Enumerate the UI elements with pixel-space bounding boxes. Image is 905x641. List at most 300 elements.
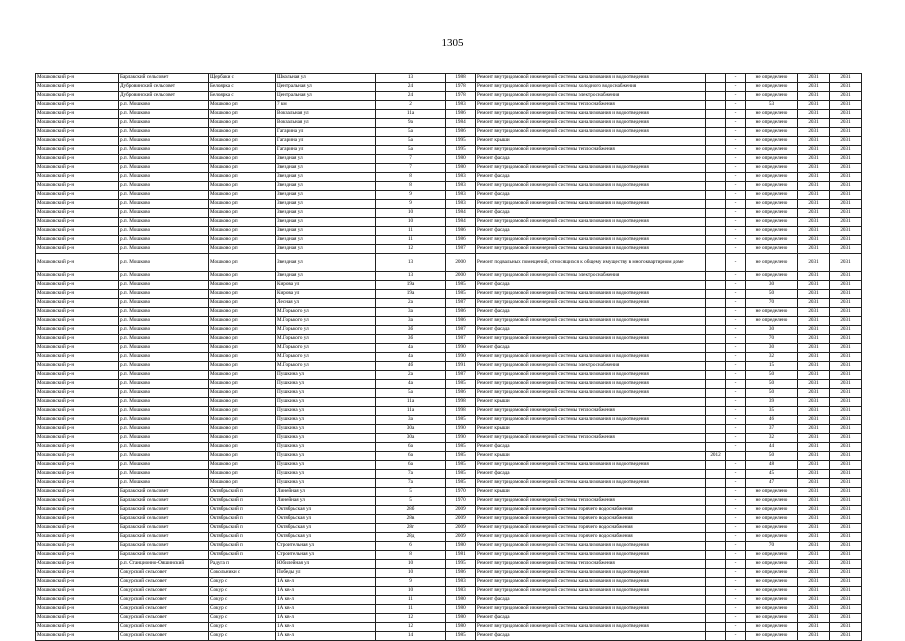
period-start-cell: 2031 (798, 469, 830, 478)
table-row (36, 406, 862, 415)
cost-cell: не определено (746, 613, 798, 622)
house-number-cell: 12 (376, 245, 446, 254)
table-row (36, 146, 862, 155)
district-cell: Мошковский р-н (36, 613, 119, 622)
status-cell: - (726, 460, 746, 469)
last-repair-year-cell (706, 397, 726, 406)
street-cell: Вокзальная ул (276, 119, 376, 128)
cost-cell: не определено (746, 550, 798, 559)
build-year-cell: 2009 (446, 505, 476, 514)
period-start-cell: 2031 (798, 227, 830, 236)
table-row (36, 469, 862, 478)
cost-cell: 32 (746, 352, 798, 361)
work-type-cell: Ремонт подвальных помещений, относящихся к общему имуществу в многоквартирном доме (476, 254, 706, 272)
last-repair-year-cell (706, 316, 726, 325)
build-year-cell: 1995 (446, 559, 476, 568)
build-year-cell: 1980 (446, 595, 476, 604)
table-row (36, 218, 862, 227)
work-type-cell: Ремонт внутридомовой инженерной системы теплоснабжения (476, 406, 706, 415)
house-number-cell: 10 (376, 559, 446, 568)
locality-cell: Мошково рп (209, 280, 276, 289)
house-number-cell: 11 (376, 604, 446, 613)
municipality-cell: р.п. Мошково (119, 316, 209, 325)
table-row (36, 164, 862, 173)
table-row (36, 101, 862, 110)
cost-cell: не определено (746, 227, 798, 236)
cost-cell: 44 (746, 442, 798, 451)
street-cell: 1А кв-л (276, 595, 376, 604)
repair-register-table (35, 73, 862, 641)
period-start-cell: 2031 (798, 146, 830, 155)
locality-cell: Мошково рп (209, 110, 276, 119)
table-row (36, 173, 862, 182)
table-row (36, 191, 862, 200)
status-cell: - (726, 532, 746, 541)
last-repair-year-cell (706, 496, 726, 505)
period-end-cell: 2031 (830, 155, 862, 164)
last-repair-year-cell (706, 191, 726, 200)
cost-cell: не определено (746, 604, 798, 613)
district-cell: Мошковский р-н (36, 334, 119, 343)
status-cell: - (726, 83, 746, 92)
status-cell: - (726, 325, 746, 334)
work-type-cell: Ремонт внутридомовой инженерной системы электроснабжения (476, 271, 706, 280)
street-cell: Юбилейная ул (276, 559, 376, 568)
status-cell: - (726, 631, 746, 640)
status-cell: - (726, 550, 746, 559)
build-year-cell: 1983 (446, 182, 476, 191)
last-repair-year-cell (706, 182, 726, 191)
district-cell: Мошковский р-н (36, 271, 119, 280)
district-cell: Мошковский р-н (36, 559, 119, 568)
build-year-cell: 1986 (446, 110, 476, 119)
build-year-cell: 2009 (446, 523, 476, 532)
municipality-cell: р.п. Мошково (119, 352, 209, 361)
street-cell: Звездная ул (276, 173, 376, 182)
table-row (36, 155, 862, 164)
house-number-cell: 9 (376, 200, 446, 209)
period-end-cell: 2031 (830, 613, 862, 622)
district-cell: Мошковский р-н (36, 397, 119, 406)
period-end-cell: 2031 (830, 245, 862, 254)
district-cell: Мошковский р-н (36, 379, 119, 388)
street-cell: Звездная ул (276, 227, 376, 236)
cost-cell: 50 (746, 370, 798, 379)
build-year-cell: 1990 (446, 343, 476, 352)
house-number-cell: 6а (376, 442, 446, 451)
municipality-cell: Сокурский сельсовет (119, 613, 209, 622)
last-repair-year-cell (706, 478, 726, 487)
work-type-cell: Ремонт внутридомовой инженерной системы канализования и водоотведения (476, 478, 706, 487)
status-cell: - (726, 487, 746, 496)
district-cell: Мошковский р-н (36, 550, 119, 559)
house-number-cell: 14 (376, 631, 446, 640)
period-start-cell: 2031 (798, 137, 830, 146)
period-end-cell: 2031 (830, 379, 862, 388)
district-cell: Мошковский р-н (36, 514, 119, 523)
status-cell: - (726, 361, 746, 370)
district-cell: Мошковский р-н (36, 361, 119, 370)
locality-cell: Мошково рп (209, 343, 276, 352)
house-number-cell: 2а (376, 370, 446, 379)
period-start-cell: 2031 (798, 595, 830, 604)
locality-cell: Мошково рп (209, 182, 276, 191)
municipality-cell: Барлакский сельсовет (119, 550, 209, 559)
period-start-cell: 2031 (798, 110, 830, 119)
last-repair-year-cell (706, 460, 726, 469)
table-row (36, 119, 862, 128)
period-end-cell: 2031 (830, 559, 862, 568)
locality-cell: Мошково рп (209, 236, 276, 245)
street-cell: Гагарина ул (276, 137, 376, 146)
last-repair-year-cell (706, 227, 726, 236)
street-cell: Центральная ул (276, 92, 376, 101)
street-cell: Звездная ул (276, 200, 376, 209)
table-row (36, 280, 862, 289)
street-cell: Октябрьская ул (276, 505, 376, 514)
cost-cell: не определено (746, 164, 798, 173)
street-cell: М.Горького ул (276, 361, 376, 370)
period-start-cell: 2031 (798, 352, 830, 361)
house-number-cell: 7а (376, 478, 446, 487)
build-year-cell: 1980 (446, 613, 476, 622)
last-repair-year-cell (706, 236, 726, 245)
page-number: 1305 (441, 37, 464, 49)
street-cell: Победы ул (276, 568, 376, 577)
period-end-cell: 2031 (830, 209, 862, 218)
table-row (36, 379, 862, 388)
period-start-cell: 2031 (798, 164, 830, 173)
cost-cell: 15 (746, 361, 798, 370)
build-year-cell: 1987 (446, 298, 476, 307)
house-number-cell: 4а (376, 352, 446, 361)
house-number-cell: 2а (376, 298, 446, 307)
work-type-cell: Ремонт внутридомовой инженерной системы канализования и водоотведения (476, 622, 706, 631)
house-number-cell: 3а (376, 316, 446, 325)
last-repair-year-cell (706, 325, 726, 334)
status-cell: - (726, 433, 746, 442)
period-end-cell: 2031 (830, 334, 862, 343)
status-cell: - (726, 406, 746, 415)
work-type-cell: Ремонт внутридомовой инженерной системы канализования и водоотведения (476, 119, 706, 128)
status-cell: - (726, 307, 746, 316)
build-year-cell: 1986 (446, 316, 476, 325)
cost-cell: 30 (746, 325, 798, 334)
status-cell: - (726, 505, 746, 514)
house-number-cell: 3а (376, 307, 446, 316)
street-cell: Гагарина ул (276, 146, 376, 155)
locality-cell: Мошково рп (209, 325, 276, 334)
cost-cell: не определено (746, 191, 798, 200)
last-repair-year-cell (706, 74, 726, 83)
period-start-cell: 2031 (798, 379, 830, 388)
cost-cell: 37 (746, 424, 798, 433)
municipality-cell: р.п. Мошково (119, 280, 209, 289)
work-type-cell: Ремонт внутридомовой инженерной системы теплоснабжения (476, 101, 706, 110)
street-cell: Звездная ул (276, 182, 376, 191)
house-number-cell: 5а (376, 146, 446, 155)
period-end-cell: 2031 (830, 514, 862, 523)
locality-cell: Мошково рп (209, 388, 276, 397)
work-type-cell: Ремонт внутридомовой инженерной системы канализования и водоотведения (476, 370, 706, 379)
table-row (36, 442, 862, 451)
district-cell: Мошковский р-н (36, 451, 119, 460)
cost-cell: не определено (746, 254, 798, 272)
period-start-cell: 2031 (798, 568, 830, 577)
status-cell: - (726, 280, 746, 289)
last-repair-year-cell (706, 209, 726, 218)
status-cell: - (726, 568, 746, 577)
street-cell: Вокзальная ул (276, 110, 376, 119)
cost-cell: не определено (746, 74, 798, 83)
street-cell: Пушкина ул (276, 388, 376, 397)
build-year-cell: 1980 (446, 541, 476, 550)
period-start-cell: 2031 (798, 424, 830, 433)
district-cell: Мошковский р-н (36, 146, 119, 155)
status-cell: - (726, 173, 746, 182)
locality-cell: Мошково рп (209, 209, 276, 218)
locality-cell: Мошково рп (209, 128, 276, 137)
last-repair-year-cell (706, 631, 726, 640)
work-type-cell: Ремонт внутридомовой инженерной системы теплоснабжения (476, 433, 706, 442)
house-number-cell: 4а (376, 379, 446, 388)
house-number-cell: 5а (376, 128, 446, 137)
period-end-cell: 2031 (830, 433, 862, 442)
street-cell: Лесная ул (276, 298, 376, 307)
status-cell: - (726, 352, 746, 361)
period-start-cell: 2031 (798, 128, 830, 137)
locality-cell: Щербаки с (209, 74, 276, 83)
district-cell: Мошковский р-н (36, 155, 119, 164)
street-cell: Кирова ул (276, 280, 376, 289)
municipality-cell: р.п. Мошково (119, 298, 209, 307)
build-year-cell: 1988 (446, 74, 476, 83)
build-year-cell: 1985 (446, 289, 476, 298)
work-type-cell: Ремонт фасада (476, 280, 706, 289)
build-year-cell: 1985 (446, 469, 476, 478)
work-type-cell: Ремонт внутридомовой инженерной системы канализования и водоотведения (476, 289, 706, 298)
locality-cell: Сокур с (209, 604, 276, 613)
street-cell: Школьная ул (276, 74, 376, 83)
last-repair-year-cell (706, 595, 726, 604)
period-start-cell: 2031 (798, 397, 830, 406)
municipality-cell: Барлакский сельсовет (119, 523, 209, 532)
district-cell: Мошковский р-н (36, 92, 119, 101)
last-repair-year-cell (706, 532, 726, 541)
house-number-cell: 6 (376, 541, 446, 550)
last-repair-year-cell (706, 577, 726, 586)
period-end-cell: 2031 (830, 424, 862, 433)
table-row (36, 595, 862, 604)
period-start-cell: 2031 (798, 613, 830, 622)
table-row (36, 559, 862, 568)
district-cell: Мошковский р-н (36, 424, 119, 433)
table-row (36, 451, 862, 460)
district-cell: Мошковский р-н (36, 505, 119, 514)
work-type-cell: Ремонт внутридомовой инженерной системы канализования и водоотведения (476, 316, 706, 325)
status-cell: - (726, 254, 746, 272)
period-start-cell: 2031 (798, 92, 830, 101)
build-year-cell: 1998 (446, 406, 476, 415)
work-type-cell: Ремонт фасада (476, 469, 706, 478)
status-cell: - (726, 128, 746, 137)
table-row (36, 505, 862, 514)
period-start-cell: 2031 (798, 505, 830, 514)
last-repair-year-cell (706, 173, 726, 182)
street-cell: Строительная ул (276, 550, 376, 559)
period-start-cell: 2031 (798, 280, 830, 289)
table-row (36, 496, 862, 505)
municipality-cell: р.п. Мошково (119, 182, 209, 191)
period-end-cell: 2031 (830, 227, 862, 236)
build-year-cell: 1980 (446, 622, 476, 631)
street-cell: Линейная ул (276, 496, 376, 505)
street-cell: М.Горького ул (276, 307, 376, 316)
build-year-cell: 1983 (446, 200, 476, 209)
period-start-cell: 2031 (798, 622, 830, 631)
house-number-cell: 9 (376, 577, 446, 586)
street-cell: Пушкина ул (276, 478, 376, 487)
district-cell: Мошковский р-н (36, 586, 119, 595)
house-number-cell: 30а (376, 424, 446, 433)
period-end-cell: 2031 (830, 496, 862, 505)
district-cell: Мошковский р-н (36, 200, 119, 209)
period-end-cell: 2031 (830, 271, 862, 280)
work-type-cell: Ремонт фасада (476, 325, 706, 334)
last-repair-year-cell (706, 245, 726, 254)
period-start-cell: 2031 (798, 173, 830, 182)
status-cell: - (726, 595, 746, 604)
period-start-cell: 2031 (798, 325, 830, 334)
status-cell: - (726, 388, 746, 397)
last-repair-year-cell (706, 343, 726, 352)
period-end-cell: 2031 (830, 631, 862, 640)
period-end-cell: 2031 (830, 487, 862, 496)
cost-cell: не определено (746, 137, 798, 146)
locality-cell: Мошково рп (209, 424, 276, 433)
cost-cell: 48 (746, 460, 798, 469)
work-type-cell: Ремонт внутридомовой инженерной системы канализования и водоотведения (476, 182, 706, 191)
period-start-cell: 2031 (798, 415, 830, 424)
period-end-cell: 2031 (830, 541, 862, 550)
status-cell: - (726, 379, 746, 388)
municipality-cell: р.п. Мошково (119, 397, 209, 406)
period-start-cell: 2031 (798, 541, 830, 550)
district-cell: Мошковский р-н (36, 182, 119, 191)
district-cell: Мошковский р-н (36, 523, 119, 532)
period-end-cell: 2031 (830, 200, 862, 209)
municipality-cell: р.п. Мошково (119, 451, 209, 460)
municipality-cell: р.п. Мошково (119, 469, 209, 478)
status-cell: - (726, 164, 746, 173)
status-cell: - (726, 146, 746, 155)
build-year-cell: 1987 (446, 370, 476, 379)
municipality-cell: р.п. Мошково (119, 370, 209, 379)
locality-cell: Мошково рп (209, 307, 276, 316)
cost-cell: 39 (746, 397, 798, 406)
locality-cell: Сокур с (209, 613, 276, 622)
period-start-cell: 2031 (798, 514, 830, 523)
house-number-cell: 6а (376, 460, 446, 469)
cost-cell: 50 (746, 289, 798, 298)
table-row (36, 334, 862, 343)
work-type-cell: Ремонт внутридомовой инженерной системы канализования и водоотведения (476, 352, 706, 361)
municipality-cell: р.п. Мошково (119, 155, 209, 164)
status-cell: - (726, 236, 746, 245)
period-start-cell: 2031 (798, 209, 830, 218)
house-number-cell: 13 (376, 74, 446, 83)
work-type-cell: Ремонт внутридомовой инженерной системы канализования и водоотведения (476, 164, 706, 173)
last-repair-year-cell (706, 550, 726, 559)
table-row (36, 622, 862, 631)
work-type-cell: Ремонт внутридомовой инженерной системы канализования и водоотведения (476, 586, 706, 595)
last-repair-year-cell (706, 568, 726, 577)
cost-cell: 35 (746, 406, 798, 415)
house-number-cell: 10 (376, 218, 446, 227)
build-year-cell: 1981 (446, 550, 476, 559)
house-number-cell: 7а (376, 469, 446, 478)
municipality-cell: Сокурский сельсовет (119, 595, 209, 604)
municipality-cell: Барлакский сельсовет (119, 74, 209, 83)
municipality-cell: р.п. Мошково (119, 361, 209, 370)
municipality-cell: р.п. Мошково (119, 325, 209, 334)
locality-cell: Мошково рп (209, 164, 276, 173)
house-number-cell: 12 (376, 622, 446, 631)
last-repair-year-cell (706, 361, 726, 370)
street-cell: Октябрьская ул (276, 532, 376, 541)
house-number-cell: 9а (376, 119, 446, 128)
district-cell: Мошковский р-н (36, 487, 119, 496)
status-cell: - (726, 424, 746, 433)
locality-cell: Сокур с (209, 577, 276, 586)
work-type-cell: Ремонт внутридомовой инженерной системы канализования и водоотведения (476, 541, 706, 550)
table-row (36, 227, 862, 236)
build-year-cell: 2000 (446, 254, 476, 272)
district-cell: Мошковский р-н (36, 343, 119, 352)
municipality-cell: Сокурский сельсовет (119, 568, 209, 577)
build-year-cell: 1995 (446, 146, 476, 155)
locality-cell: Мошково рп (209, 101, 276, 110)
period-end-cell: 2031 (830, 83, 862, 92)
period-end-cell: 2031 (830, 622, 862, 631)
status-cell: - (726, 298, 746, 307)
street-cell: М.Горького ул (276, 352, 376, 361)
district-cell: Мошковский р-н (36, 496, 119, 505)
district-cell: Мошковский р-н (36, 352, 119, 361)
street-cell: Звездная ул (276, 155, 376, 164)
status-cell: - (726, 370, 746, 379)
municipality-cell: Сокурский сельсовет (119, 577, 209, 586)
period-start-cell: 2031 (798, 191, 830, 200)
cost-cell: 70 (746, 541, 798, 550)
house-number-cell: 5 (376, 487, 446, 496)
cost-cell: не определено (746, 271, 798, 280)
table-row (36, 137, 862, 146)
period-end-cell: 2031 (830, 137, 862, 146)
locality-cell: Мошково рп (209, 433, 276, 442)
build-year-cell: 1970 (446, 496, 476, 505)
table-row (36, 370, 862, 379)
last-repair-year-cell (706, 406, 726, 415)
last-repair-year-cell (706, 298, 726, 307)
municipality-cell: р.п. Мошково (119, 433, 209, 442)
period-end-cell: 2031 (830, 397, 862, 406)
build-year-cell: 1990 (446, 433, 476, 442)
district-cell: Мошковский р-н (36, 173, 119, 182)
table-row (36, 254, 862, 272)
work-type-cell: Ремонт крыши (476, 487, 706, 496)
last-repair-year-cell (706, 604, 726, 613)
